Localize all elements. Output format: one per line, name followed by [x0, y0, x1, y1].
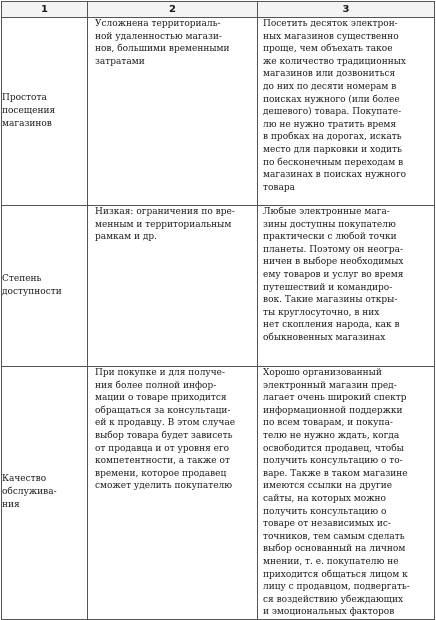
- cell-line: ты круглосуточно, в них: [263, 307, 380, 318]
- cell-line: дешевого) товара. Покупате-: [263, 107, 402, 118]
- table-row: [2, 206, 435, 367]
- cell-line: вок. Такие магазины откры-: [263, 295, 398, 306]
- cell-line: проще, чем объехать такое: [263, 44, 393, 55]
- criterion-line: посещения: [2, 106, 56, 116]
- criterion-line: Качество: [2, 474, 47, 485]
- cell-line: ных магазинов существенно: [263, 31, 399, 42]
- cell-line: же количество традиционных: [263, 56, 406, 67]
- column-header-3: 3: [258, 2, 435, 18]
- cell-line: по бесконечным переходам в: [263, 157, 404, 168]
- comparison-table: [1, 1, 435, 620]
- cell-line: телю не нужно ждать, когда: [263, 430, 400, 441]
- cell-line: зины доступны покупателю: [263, 219, 396, 230]
- cell-line: Усложнена территориаль-: [95, 19, 221, 29]
- cell-line: компетентности, а также от: [95, 456, 230, 467]
- cell-line: рамкам и др.: [95, 232, 158, 243]
- cell-line: Низкая: ограничения по вре-: [95, 207, 235, 217]
- criterion-line: Простота: [2, 93, 47, 103]
- cell-line: мации о товаре приходится: [95, 393, 227, 404]
- criterion-line: ния: [2, 500, 20, 511]
- cell-line: магазинах в поисках нужного: [263, 170, 407, 181]
- cell-line: ему товаров и услуг во время: [263, 269, 404, 280]
- online-store-cell: [258, 206, 435, 367]
- cell-line: нет скопления народа, как в: [263, 320, 400, 331]
- cell-line: лагает очень широкий спектр: [263, 393, 407, 404]
- cell-line: место для парковки и ходить: [263, 144, 402, 155]
- column-header-1: 1: [2, 2, 88, 18]
- traditional-store-cell: [88, 206, 258, 367]
- cell-line: планеты. Поэтому он неогра-: [263, 244, 404, 255]
- criterion-line: доступности: [2, 287, 62, 297]
- cell-line: ся воздействию убеждающих: [263, 594, 404, 605]
- online-store-cell: [258, 18, 435, 206]
- cell-line: получить консультацию о то-: [263, 456, 403, 467]
- cell-line: поисках нужного (или более: [263, 94, 400, 105]
- cell-line: путешествий и командиро-: [263, 282, 393, 293]
- column-header-2: 2: [88, 2, 258, 18]
- traditional-store-cell: [88, 18, 258, 206]
- cell-line: магазинов или дозвониться: [263, 69, 396, 80]
- cell-line: нов, большими временными: [95, 44, 230, 55]
- cell-line: имеются ссылки на другие: [263, 481, 393, 492]
- online-store-cell: [258, 367, 435, 620]
- cell-line: обращаться за консультаци-: [95, 405, 231, 416]
- cell-line: затратами: [95, 56, 145, 67]
- cell-line: точников, тем самым сделать: [263, 531, 405, 542]
- cell-line: Любые электронные мага-: [263, 207, 390, 217]
- cell-line: информационной поддержки: [263, 405, 403, 416]
- cell-line: сможет уделить покупателю: [95, 481, 233, 492]
- cell-line: варе. Также в таком магазине: [263, 468, 408, 479]
- cell-line: приходится общаться лицом к: [263, 569, 408, 580]
- cell-line: ной удаленностью магази-: [95, 31, 222, 42]
- cell-line: Хорошо организованный: [263, 368, 382, 378]
- cell-line: При покупке и для получе-: [95, 368, 226, 378]
- cell-line: ей к продавцу. В этом случае: [95, 418, 236, 429]
- cell-line: обыкновенных магазинах: [263, 332, 386, 343]
- cell-line: сайты, на которых можно: [263, 493, 386, 504]
- cell-line: в пробках на дорогах, искать: [263, 132, 402, 143]
- criterion-line: обслужива-: [2, 487, 57, 498]
- cell-line: выбор товара будет зависеть: [95, 430, 233, 441]
- criterion-cell: [2, 367, 88, 620]
- cell-line: по всем товарам, и покупа-: [263, 418, 393, 429]
- cell-line: мнении, т. е. покупателю не: [263, 556, 399, 567]
- criterion-cell: [2, 18, 88, 206]
- table-row: [2, 18, 435, 206]
- cell-line: Посетить десяток электрон-: [263, 19, 398, 29]
- cell-line: товара: [263, 182, 295, 193]
- cell-line: освободится продавец, чтобы: [263, 443, 404, 454]
- cell-line: практически с любой точки: [263, 232, 397, 243]
- cell-line: и эмоциональных факторов: [263, 607, 395, 618]
- cell-line: лицу с продавцом, подвергать-: [263, 582, 410, 593]
- cell-line: выбор основанный на личном: [263, 544, 406, 555]
- cell-line: до них по десяти номерам в: [263, 81, 397, 92]
- criterion-line: магазинов: [2, 119, 52, 129]
- cell-line: ничен в выборе необходимых: [263, 257, 404, 268]
- criterion-cell: [2, 206, 88, 367]
- header-row: [2, 2, 435, 18]
- cell-line: лю не нужно тратить время: [263, 119, 397, 130]
- cell-line: ния более полной инфор-: [95, 380, 217, 391]
- cell-line: товаре от независимых ис-: [263, 519, 391, 530]
- traditional-store-cell: [88, 367, 258, 620]
- cell-line: получить консультацию о: [263, 506, 387, 517]
- cell-line: менным и территориальным: [95, 219, 232, 230]
- cell-line: времени, которое продавец: [95, 468, 227, 479]
- cell-line: от продавца и от уровня его: [95, 443, 230, 454]
- cell-line: электронный магазин пред-: [263, 380, 397, 391]
- table-row: [2, 367, 435, 620]
- criterion-line: Степень: [2, 274, 42, 284]
